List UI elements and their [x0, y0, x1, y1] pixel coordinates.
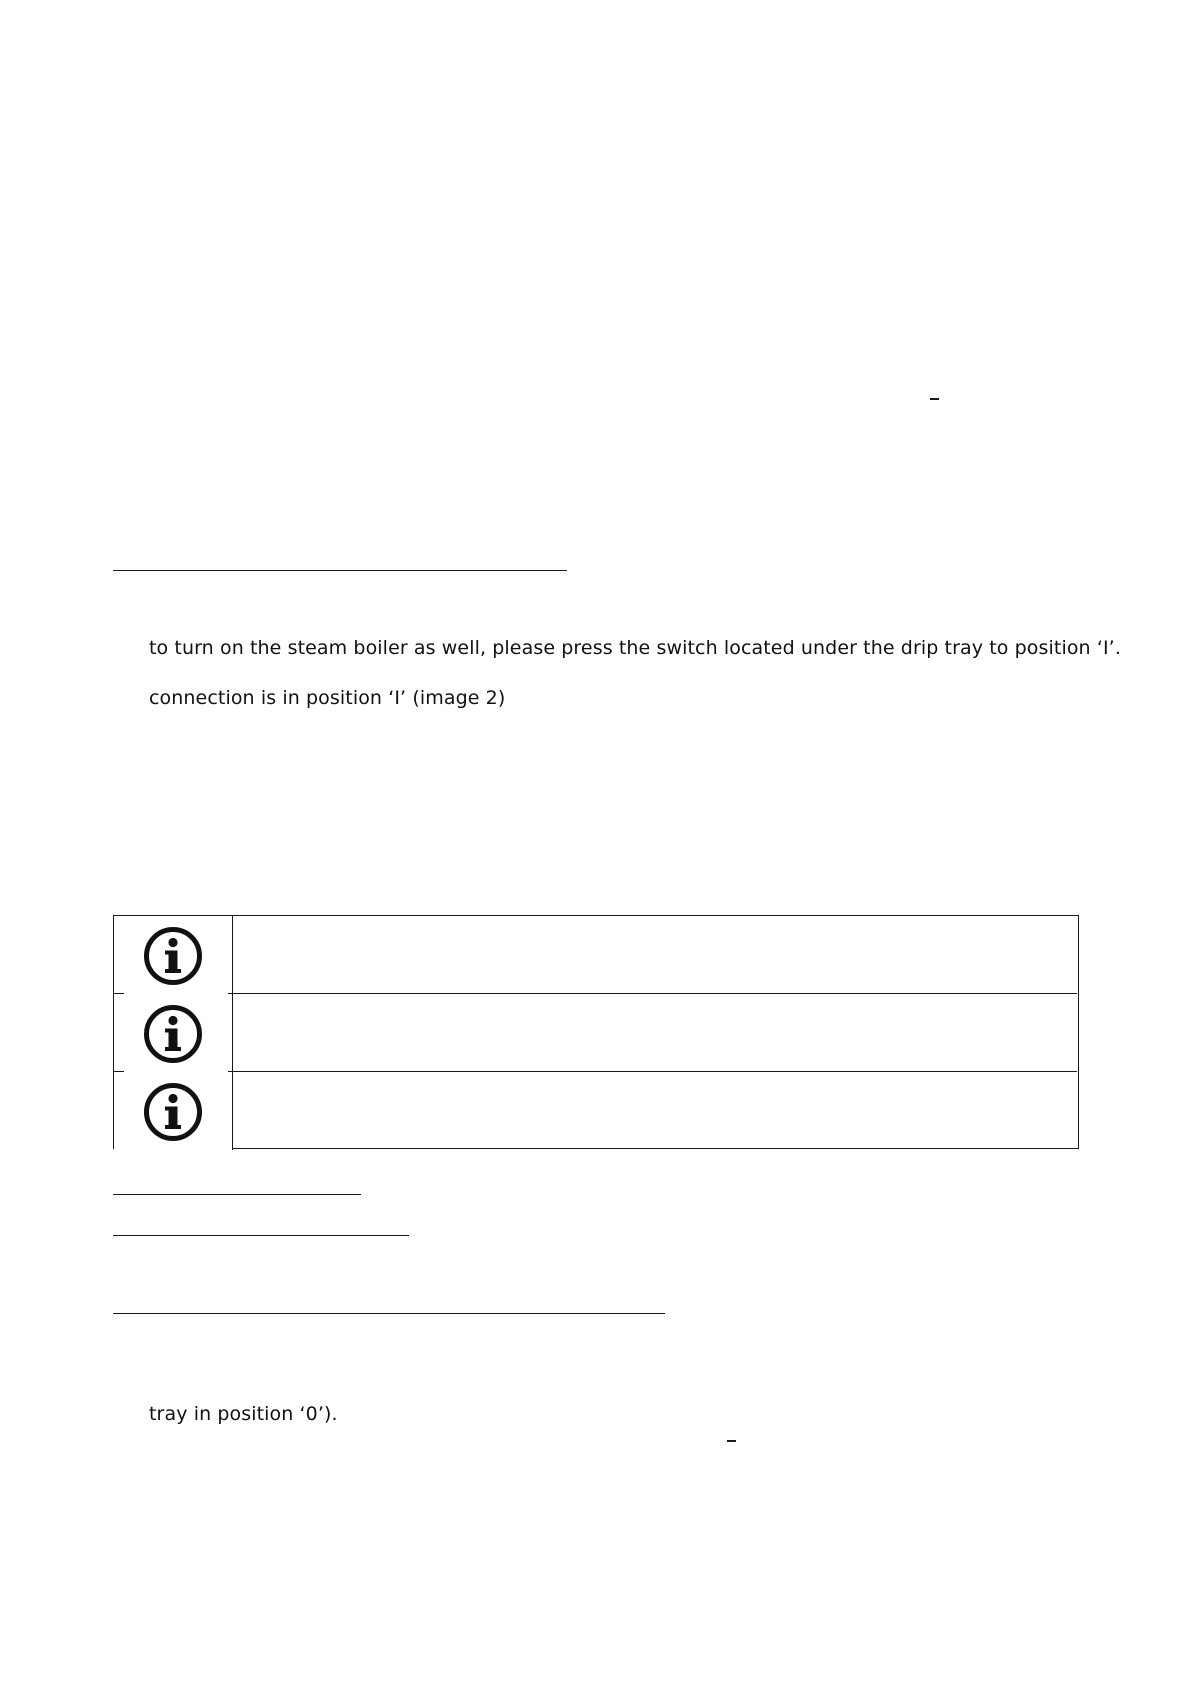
info-note-text: [234, 916, 1077, 994]
info-icon-cell: [114, 994, 233, 1072]
info-note-table: [113, 915, 1079, 1149]
info-note-row: [114, 916, 1077, 994]
info-circle-icon: [143, 1004, 203, 1064]
info-note-row: [114, 993, 1077, 1072]
body-line-3: tray in position ‘0’).: [149, 1403, 338, 1425]
body-line-2: connection is in position ‘I’ (image 2): [149, 687, 506, 709]
info-note-text: [234, 994, 1077, 1072]
info-circle-icon: [143, 926, 203, 986]
border-gap: [124, 991, 228, 996]
border-gap: [124, 1069, 228, 1074]
dash-mark-bottom: [727, 1440, 736, 1442]
section-rule-4: [113, 1313, 665, 1314]
body-line-1: to turn on the steam boiler as well, please press the switch located under the drip tray to position ‘I’.: [149, 637, 1121, 659]
info-note-row: [114, 1071, 1077, 1150]
dash-mark-top: [930, 398, 939, 400]
info-icon-cell: [114, 916, 233, 994]
section-rule-2: [113, 1194, 361, 1195]
info-icon-cell: [114, 1072, 233, 1150]
info-note-text: [234, 1072, 1077, 1150]
info-circle-icon: [143, 1082, 203, 1142]
section-rule-1: [113, 570, 567, 571]
section-rule-3: [113, 1235, 409, 1236]
